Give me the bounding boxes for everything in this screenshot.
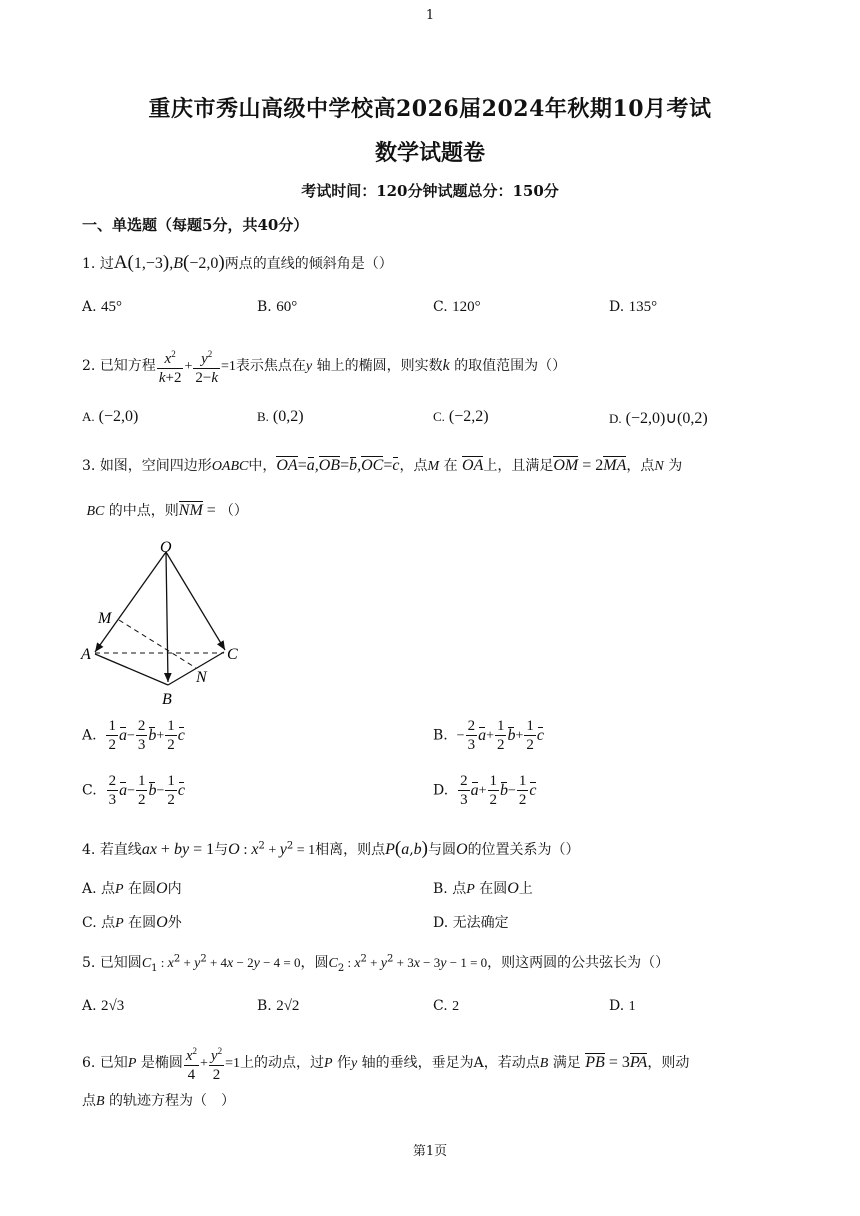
option-b: B. 2√2 — [257, 998, 300, 1014]
option-a: A. 2√3 — [82, 998, 125, 1014]
option-b: B. 点P 在圆O上 — [433, 880, 533, 897]
label-c: C — [227, 646, 238, 663]
option-a: A. 45° — [82, 299, 123, 315]
option-d: D. 135° — [609, 299, 658, 315]
question-1 — [82, 252, 393, 274]
segment-mn — [119, 620, 196, 668]
edge-ab — [95, 654, 168, 685]
question-number: 4. — [82, 842, 96, 858]
page-footer: 第1页 — [412, 1144, 448, 1159]
label-n: N — [196, 669, 207, 686]
label-a: A — [81, 646, 91, 663]
option-b: B. − $\frac{2}{3}$ a+ $\frac{1}{2}$ b+ $\frac{1}{2}$ c — [433, 718, 544, 753]
option-b: B. 60° — [257, 299, 298, 315]
exam-title: 重庆市秀山高级中学校高2026届2024年秋期10月考试 — [148, 96, 712, 122]
question-number: 1. — [82, 256, 96, 272]
option-c: C. 2 — [433, 998, 460, 1014]
label-o: O — [160, 539, 172, 556]
question-2: 2. 已知方程 $\frac{x^2}{k+2}$ + $\frac{y^2}{2-k}$ =1表示焦点在y 轴上的椭圆，则实数k 的取值范围为（） — [82, 345, 566, 387]
exam-subtitle: 数学试题卷 — [374, 140, 485, 166]
exam-info: 考试时间：120分钟试题总分：150分 — [301, 182, 559, 200]
option-d: D. $\frac{2}{3}$ a+ $\frac{1}{2}$ b− $\frac{1}{2}$ c — [433, 773, 537, 808]
tetrahedron-figure — [76, 532, 256, 712]
page-number-top: 1 — [425, 8, 435, 23]
question-number: 2. — [82, 358, 96, 374]
fraction: $\frac{y^2}{2-k}$ — [193, 345, 220, 387]
question-number: 5. — [82, 955, 96, 971]
question-number: 3. — [82, 458, 96, 474]
question-3-line-2: BC 的中点，则NM = （） — [86, 502, 248, 519]
option-d: D. 1 — [609, 998, 636, 1014]
vector-definitions: OA=a,OB=b,OC=c — [276, 457, 400, 474]
question-text: 过 — [99, 256, 114, 272]
edge-oa — [95, 552, 166, 652]
question-6-line-2: 点B 的轨迹方程为（ ） — [82, 1093, 236, 1109]
fraction: $\frac{y^2}{2}$ — [209, 1042, 224, 1084]
option-c: C. 点P 在圆O外 — [82, 914, 182, 931]
label-b: B — [162, 691, 172, 708]
question-text: 两点的直线的倾斜角是（） — [224, 256, 393, 272]
fraction: $\frac{x^2}{4}$ — [184, 1042, 199, 1084]
edge-oc — [166, 552, 225, 650]
section-heading: 一、单选题（每题5分，共40分） — [82, 216, 309, 234]
question-3: 3. 如图，空间四边形OABC中，OA=a,OB=b,OC=c，点M 在 OA上，且满足OM = 2MA，点N 为 — [82, 457, 683, 474]
question-6: 6. 已知P 是椭圆 $\frac{x^2}{4}$ + $\frac{y^2}{2}$ =1上的动点，过P 作y 轴的垂线，垂足为A，若动点B 满足 PB = 3PA，则动 — [82, 1042, 689, 1084]
option-c: C. $\frac{2}{3}$ a− $\frac{1}{2}$ b− $\frac{1}{2}$ c — [82, 773, 185, 808]
label-m: M — [98, 610, 112, 627]
option-a: A. $\frac{1}{2}$ a− $\frac{2}{3}$ b+ $\frac{1}{2}$ c — [82, 718, 185, 753]
option-a: A. (−2,0) — [82, 408, 139, 425]
fraction: $\frac{x^2}{k+2}$ — [157, 345, 184, 387]
option-d: D. (−2,0)∪(0,2) — [609, 410, 708, 427]
option-b: B. (0,2) — [257, 408, 304, 425]
math-points: A(1,−3),B(−2,0) — [113, 252, 225, 273]
edge-ob — [166, 552, 168, 682]
option-c: C. 120° — [433, 299, 481, 315]
question-5: 5. 已知圆$C_1$ : $x^2 + y^2 + 4x - 2y - 4 = 0$，圆$C_2$ : $x^2 + y^2 + 3x - 3y - 1 = 0$，则这两圆的公共弦长为（） — [82, 953, 670, 974]
question-number: 6. — [82, 1055, 96, 1071]
option-a: A. 点P 在圆O内 — [82, 880, 182, 897]
option-c: C. (−2,2) — [433, 408, 489, 425]
question-4: 4. 若直线ax + by = 1与O : $x^2 + y^2 = 1$相离，则点P(a,b)与圆O的位置关系为（） — [82, 838, 580, 859]
option-d: D. 无法确定 — [433, 915, 509, 931]
